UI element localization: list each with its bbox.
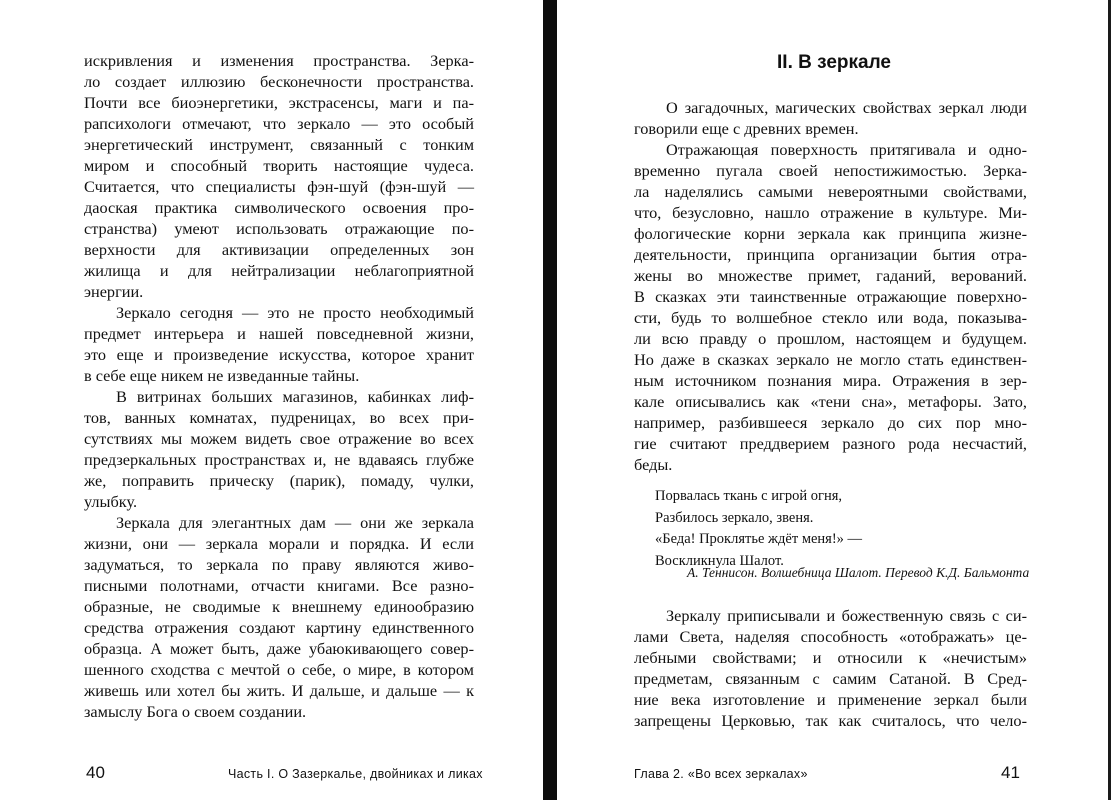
text-line: задуматься, то зеркала по праву являются живо-	[84, 555, 474, 574]
text-line: жены во множестве примет, гаданий, верований.	[634, 266, 1027, 285]
text-line: предзеркальных пространствах и, не вдаваясь глубже	[84, 450, 474, 469]
text-line: шенного сходства с мечтой о себе, о мире, в котором	[84, 660, 474, 679]
book-gutter	[543, 0, 557, 800]
poem-epigraph	[655, 486, 862, 572]
text-line: тов, ванных комнатах, пудреницах, во всех при-	[84, 408, 474, 427]
text-line: Зеркала для элегантных дам — они же зеркала	[116, 513, 474, 532]
left-page	[0, 0, 545, 800]
text-line: временно пугала своей непостижимостью. Зерка-	[634, 161, 1027, 180]
text-line: миром и способный творить настоящие чудеса.	[84, 156, 474, 175]
poem-attribution: А. Теннисон. Волшебница Шалот. Перевод К.Д. Бальмонта	[687, 565, 1030, 580]
text-line: что, безусловно, нашло отражение в культуре. Ми-	[634, 203, 1027, 222]
text-line: в себе еще никем не изведанные тайны.	[84, 366, 360, 385]
text-line: беды.	[634, 455, 673, 474]
text-line: предмет интерьера и нашей повседневной жизни,	[84, 324, 474, 343]
text-line: Зеркалу приписывали и божественную связь с си-	[666, 606, 1027, 625]
text-line: верхности для активизации определенных зон	[84, 240, 474, 259]
text-line: энергетический инструмент, связанный с тонким	[84, 135, 474, 154]
verse-line: Разбилось зеркало, звеня.	[655, 509, 814, 526]
text-line: Почти все биоэнергетики, экстрасенсы, маги и па-	[84, 93, 474, 112]
verse-line: «Беда! Проклятье ждёт меня!» —	[655, 531, 863, 547]
text-line: это еще и произведение искусства, которое хранит	[84, 345, 474, 364]
text-line: О загадочных, магических свойствах зеркал люди	[666, 98, 1027, 117]
text-line: кале описывались как «тени сна», метафоры. Зато,	[634, 392, 1027, 411]
text-line: сти, будь то волшебное стекло или вода, показыва-	[634, 308, 1027, 327]
running-head-right: Глава 2. «Во всех зеркалах»	[634, 767, 808, 781]
text-line: же, поправить прическу (парик), помаду, чулки,	[84, 471, 474, 490]
text-line: энергии.	[84, 282, 144, 301]
text-line: ние века изготовление и применение зеркал были	[634, 690, 1027, 709]
verse-line: Воскликнула Шалот.	[655, 552, 784, 569]
text-line: жилища и для нейтрализации неблагоприятной	[84, 261, 474, 280]
text-line: предметам, связанным с самим Сатаной. В Сред-	[634, 669, 1027, 688]
right-page-body-top	[634, 97, 1027, 475]
text-line: образца. А может быть, даже убаюкивающего совер-	[84, 639, 474, 658]
text-line: ла наделялись самыми невероятными свойствами,	[634, 182, 1027, 201]
text-line: образные, не сводимые к внешнему единообразию	[84, 597, 474, 616]
text-line: В витринах больших магазинов, кабинках лиф-	[116, 387, 474, 406]
chapter-heading: II. В зеркале	[777, 52, 891, 73]
text-line: говорили еще с древних времен.	[634, 119, 859, 138]
text-line: Отражающая поверхность притягивала и одно-	[666, 140, 1027, 159]
text-line: ло создает иллюзию бесконечности пространства.	[84, 72, 474, 91]
text-line: Но даже в сказках зеркало не могло стать единствен-	[634, 350, 1027, 369]
running-head-left: Часть I. О Зазеркалье, двойниках и ликах	[228, 767, 483, 781]
text-line: В сказках эти таинственные отражающие поверхно-	[634, 287, 1027, 306]
text-line: ным источником познания мира. Отражения в зер-	[634, 371, 1027, 390]
text-line: запрещены Церковью, так как считалось, что чело-	[634, 711, 1027, 730]
text-line: даоская практика символического освоения про-	[84, 198, 474, 217]
right-page-body-bottom	[634, 605, 1027, 731]
text-line: ли всю правду о прошлом, настоящем и будущем.	[634, 329, 1027, 348]
text-line: лами Света, наделяя способность «отображать» це-	[634, 627, 1027, 646]
text-line: рапсихологи отмечают, что зеркало — это особый	[84, 114, 474, 133]
verse-line: Порвалась ткань с игрой огня,	[655, 488, 843, 504]
text-line: лебными свойствами; и относили к «нечистым»	[634, 648, 1027, 667]
text-line: например, разбившееся зеркало до сих пор мно-	[634, 413, 1027, 432]
text-line: писными полотнами, отчасти книгами. Все разно-	[84, 576, 474, 595]
right-page	[557, 0, 1111, 800]
text-line: живешь или хотел бы жить. И дальше, и дальше — к	[84, 681, 474, 700]
page-number-right: 41	[1001, 763, 1020, 782]
text-line: деятельности, принципа организации бытия отра-	[634, 245, 1027, 264]
text-line: фологические корни зеркала как принципа жизне-	[634, 224, 1027, 243]
text-line: улыбку.	[84, 492, 138, 511]
text-line: Считается, что специалисты фэн-шуй (фэн-шуй —	[84, 177, 474, 196]
page-number-left: 40	[86, 763, 105, 782]
text-line: сутствиях мы можем видеть свое отражение во всех	[84, 429, 474, 448]
text-line: замыслу Бога о своем создании.	[84, 702, 307, 721]
text-line: жизни, они — зеркала морали и порядка. И если	[84, 534, 474, 553]
text-line: странства) умеют использовать отражающие по-	[84, 219, 474, 238]
left-page-body	[84, 50, 474, 722]
text-line: средства отражения создают картину единственного	[84, 618, 474, 637]
text-line: искривления и изменения пространства. Зерка-	[84, 51, 474, 70]
text-line: гие считают преддверием разного рода несчастий,	[634, 434, 1027, 453]
text-line: Зеркало сегодня — это не просто необходимый	[116, 303, 474, 322]
